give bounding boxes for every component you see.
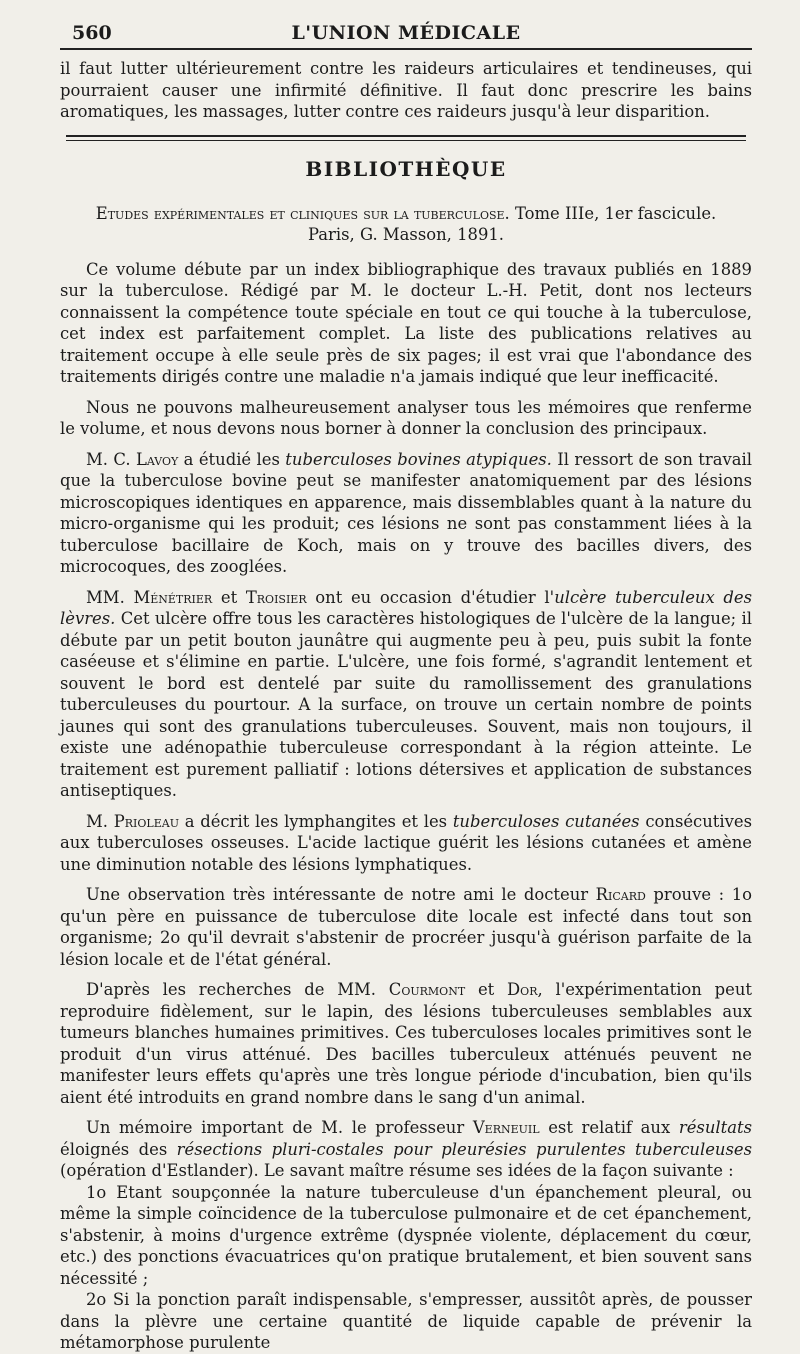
p8-italic-1: résultats: [678, 1118, 752, 1137]
p4-mid: et: [212, 587, 246, 607]
p3-lead: M. C.: [86, 449, 136, 469]
paragraph-7: [60, 979, 752, 1108]
paragraph-6: [60, 884, 752, 970]
author-prioleau: Prioleau: [113, 811, 179, 831]
author-troisier: Troisier: [245, 587, 307, 607]
author-dor: Dor: [507, 980, 538, 999]
p4-pre: ont eu occasion d'étudier l': [306, 587, 555, 607]
section-divider: [66, 135, 746, 141]
p8-rest: (opération d'Estlander). Le savant maître résume ses idées de la façon suivante :: [60, 1161, 734, 1180]
intro-paragraph: il faut lutter ultérieurement contre les raideurs articulaires et tendineuses, qui pourraient causer une infirmité définitive. Il faut donc prescrire les bains aromatiques, les massages, lutter contre ces raideurs jusqu'à leur disparition.: [60, 59, 752, 121]
p4-rest: Cet ulcère offre tous les caractères histologiques de l'ulcère de la langue; il débute par un petit bouton jaunâtre qui augmente peu à peu, puis subit la fonte caséeuse et s'élimine en partie. L'ulcère, une fois formé, s'agrandit lentement et souvent le bord est dentelé par suite du ramollissement des granulations tuberculeuses du pourtour. A la surface, on trouve un certain nombre de points jaunes qui sont des granulations tuberculeuses. Souvent, mais non toujours, il existe une adénopathie tuberculeuse correspondant à la région atteinte. Le traitement est purement palliatif : lotions détersives et application de substances antiseptiques.: [60, 609, 752, 800]
p3-italic: tuberculoses bovines atypiques.: [285, 449, 552, 469]
paragraph-10: 2o Si la ponction paraît indispensable, s'empresser, aussitôt après, de pousser dans la plèvre une certaine quantité de liquide capable de prévenir la métamorphose purulente: [60, 1290, 752, 1352]
p7-pre: D'après les recherches de MM.: [86, 980, 389, 999]
author-menetrier: Ménétrier: [133, 587, 213, 607]
p5-rest: consécutives aux tuberculoses osseuses. L'acide lactique guérit les lésions cutanées et amène une diminution notable des lésions lymphatiques.: [60, 811, 752, 874]
p7-rest: , l'expérimentation peut reproduire fidèlement, sur le lapin, des lésions tuberculeuses semblables aux tumeurs blanches humaines primitives. Ces tuberculoses locales primitives sont le produit d'un virus atténué. Des bacilles tuberculeux atténués peuvent ne manifester leurs effets qu'après une très longue période d'incubation, bien qu'ils aient été introduits en grand nombre dans le sang d'un animal.: [60, 980, 752, 1107]
paragraph-4: [60, 587, 752, 802]
book-publisher: Paris, G. Masson, 1891.: [307, 224, 505, 244]
journal-title: L'UNION MÉDICALE: [291, 22, 521, 44]
p3-pre: a étudié les: [178, 449, 286, 469]
header-rule: [60, 48, 752, 50]
book-reference: [60, 203, 752, 245]
p7-mid: et: [465, 980, 508, 999]
author-courmont: Courmont: [388, 980, 466, 999]
p6-rest: prouve : 1o qu'un père en puissance de tuberculose dite locale est infecté dans tout son organisme; 2o qu'il devrait s'abstenir de procréer jusqu'à guérison parfaite de la lésion locale et de l'état général.: [60, 885, 752, 969]
author-ricard: Ricard: [595, 885, 646, 904]
p5-italic: tuberculoses cutanées: [452, 811, 640, 831]
book-volume: Tome IIIe, 1er fascicule.: [514, 203, 717, 223]
p4-italic: ulcère tuberculeux des lèvres.: [60, 587, 752, 628]
book-title: Etudes expérimentales et cliniques sur la tuberculose.: [95, 203, 510, 223]
p8-italic-2: résections pluri-costales pour pleurésies purulentes tuberculeuses: [176, 1139, 752, 1159]
p8-pre: Un mémoire important de M. le professeur: [86, 1118, 473, 1137]
page-number: 560: [72, 22, 112, 44]
author-verneuil: Verneuil: [472, 1118, 540, 1137]
p8-mid2: éloignés des: [60, 1139, 177, 1159]
p6-pre: Une observation très intéressante de notre ami le docteur: [86, 885, 596, 904]
paragraph-2: Nous ne pouvons malheureusement analyser tous les mémoires que renferme le volume, et nous devons nous borner à donner la conclusion des principaux.: [60, 397, 752, 438]
p8-mid: est relatif aux: [539, 1118, 679, 1137]
p5-lead: M.: [86, 811, 114, 831]
running-head: [60, 18, 752, 48]
p5-pre: a décrit les lymphangites et les: [178, 811, 453, 831]
section-title: BIBLIOTHÈQUE: [305, 156, 507, 181]
paragraph-9: 1o Etant soupçonnée la nature tuberculeuse d'un épanchement pleural, ou même la simple coïncidence de la tuberculose pulmonaire et de cet épanchement, s'abstenir, à moins d'urgence extrême (dyspnée violente, déplacement du cœur, etc.) des ponctions évacuatrices qu'on pratique brutalement, et bien souvent sans nécessité ;: [60, 1182, 752, 1288]
p4-lead: MM.: [86, 587, 134, 607]
author-lavoy: Lavoy: [135, 449, 179, 469]
paragraph-8: [60, 1117, 752, 1182]
paragraph-1: Ce volume débute par un index bibliographique des travaux publiés en 1889 sur la tuberculose. Rédigé par M. le docteur L.-H. Petit, dont nos lecteurs connaissent la compétence toute spéciale en tout ce qui touche à la tuberculose, cet index est parfaitement complet. La liste des publications relatives au traitement occupe à elle seule près de six pages; il est vrai que l'abondance des traitements dirigés contre une maladie n'a jamais indiqué que leur inefficacité.: [60, 259, 752, 386]
paragraph-3: [60, 449, 752, 578]
paragraph-5: [60, 811, 752, 876]
p3-rest: Il ressort de son travail que la tuberculose bovine peut se manifester anatomiquement par des lésions microscopiques identiques en apparence, mais dissemblables quant à la nature du micro-organisme qui les produit; ces lésions ne sont pas constamment liées à la tuberculose bacillaire de Koch, mais on y trouve des bacilles divers, des microcoques, des zooglées.: [60, 449, 752, 576]
